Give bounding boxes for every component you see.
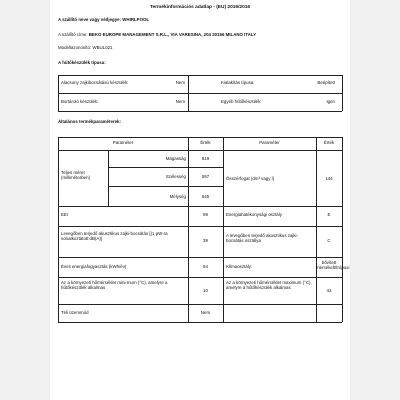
height-label: Magasság [165, 156, 186, 161]
annual-consumption-label: Éves energiafogyasztás (kWh/év) [61, 264, 127, 269]
supplier-name-label: A szállító neve vagy védjegye: [58, 17, 122, 22]
max-ambient-temp-label: Az a környezeti hőmérséklet maximum (°C), amelyre a hűtőkészülék alkalmas [226, 280, 312, 291]
model-identifier-value: WBUL021 [92, 45, 113, 50]
climate-class-label: Klímaosztály: [226, 264, 253, 269]
dimensions-label-line1: Teljes méret [61, 170, 85, 175]
noise-class-value: C [327, 238, 331, 243]
eei-label: EEI [61, 212, 69, 217]
wine-storage-label: Bortároló készülék: [61, 99, 99, 104]
total-volume-value: 144 [325, 176, 333, 181]
other-appliance-label: Egyéb hűtőkészülék: [221, 99, 262, 104]
width-value: 597 [201, 174, 210, 179]
general-parameters-heading: Általános termékparaméterek: [58, 119, 121, 124]
eei-value: 99 [203, 212, 208, 217]
low-noise-label: Alacsony zajkibocsátású készülék: [61, 80, 129, 85]
model-identifier-label: Modellazonosító: [58, 45, 92, 50]
header-value-left: Érték [200, 140, 211, 145]
noise-emission-label: Levegőben terjedő akusztikus zajki-bocsátás [(1 pW-ra vonatkoztatott dB(A)] [61, 231, 168, 242]
min-ambient-temp-label: Az a környezeti hőmérséklet mini-mum (°C), amelyre a hűtőkészülék alkalmas [61, 280, 168, 291]
winter-mode-label: Téli üzemmód [61, 310, 89, 315]
design-type-value: Beépített [317, 80, 335, 85]
depth-label: Mélység [169, 194, 186, 199]
energy-class-label: Energiahatékonysági osztály [226, 212, 282, 217]
min-ambient-temp-value: 10 [203, 288, 208, 293]
other-appliance-value: Igen [326, 99, 335, 104]
supplier-name-value: WHIRLPOOL [122, 17, 150, 22]
width-label: Szélesség [165, 174, 186, 179]
supplier-address-value: BEKO EUROPE MANAGEMENT S.R.L., VIA VARESINA, 204 20156 MILANO ITALY [88, 32, 257, 37]
height-value: 819 [201, 156, 210, 161]
header-value-right: Érték [323, 140, 335, 145]
annual-consumption-value: 94 [203, 264, 208, 269]
supplier-address-row [58, 32, 256, 37]
supplier-name-row [58, 17, 149, 22]
climate-class-value: bővített mérsékelt/trópusi [316, 260, 350, 271]
document-title: Termékinformációs adatlap - (EU) 2019/2016 [149, 5, 251, 10]
low-noise-value: Nem [175, 80, 185, 85]
dimensions-label [61, 170, 106, 181]
energy-class-value: E [327, 212, 331, 217]
model-identifier-row [58, 45, 112, 50]
supplier-address-label: A szállító címe: [58, 32, 88, 37]
dimensions-label-line2: (milliméterben) [61, 175, 91, 181]
depth-value: 545 [201, 194, 210, 199]
noise-class-label: A levegőben terjedő akusztikus zajki-bocsátás osztálya [226, 233, 298, 244]
header-parameter-left: Paraméter [112, 140, 134, 145]
wine-storage-value: Nem [175, 99, 185, 104]
product-information-sheet [50, 0, 350, 400]
appliance-type-heading: A hűtőkészülék típusa: [58, 60, 106, 65]
winter-mode-value: Nem [200, 310, 211, 315]
noise-emission-value: 39 [203, 238, 208, 243]
total-volume-label: Összérfogat (dm³ vagy l) [226, 176, 275, 181]
max-ambient-temp-value: 43 [326, 288, 332, 293]
design-type-label: Kialakítás típusa: [221, 80, 255, 85]
header-parameter-right: Paraméter [259, 140, 280, 145]
